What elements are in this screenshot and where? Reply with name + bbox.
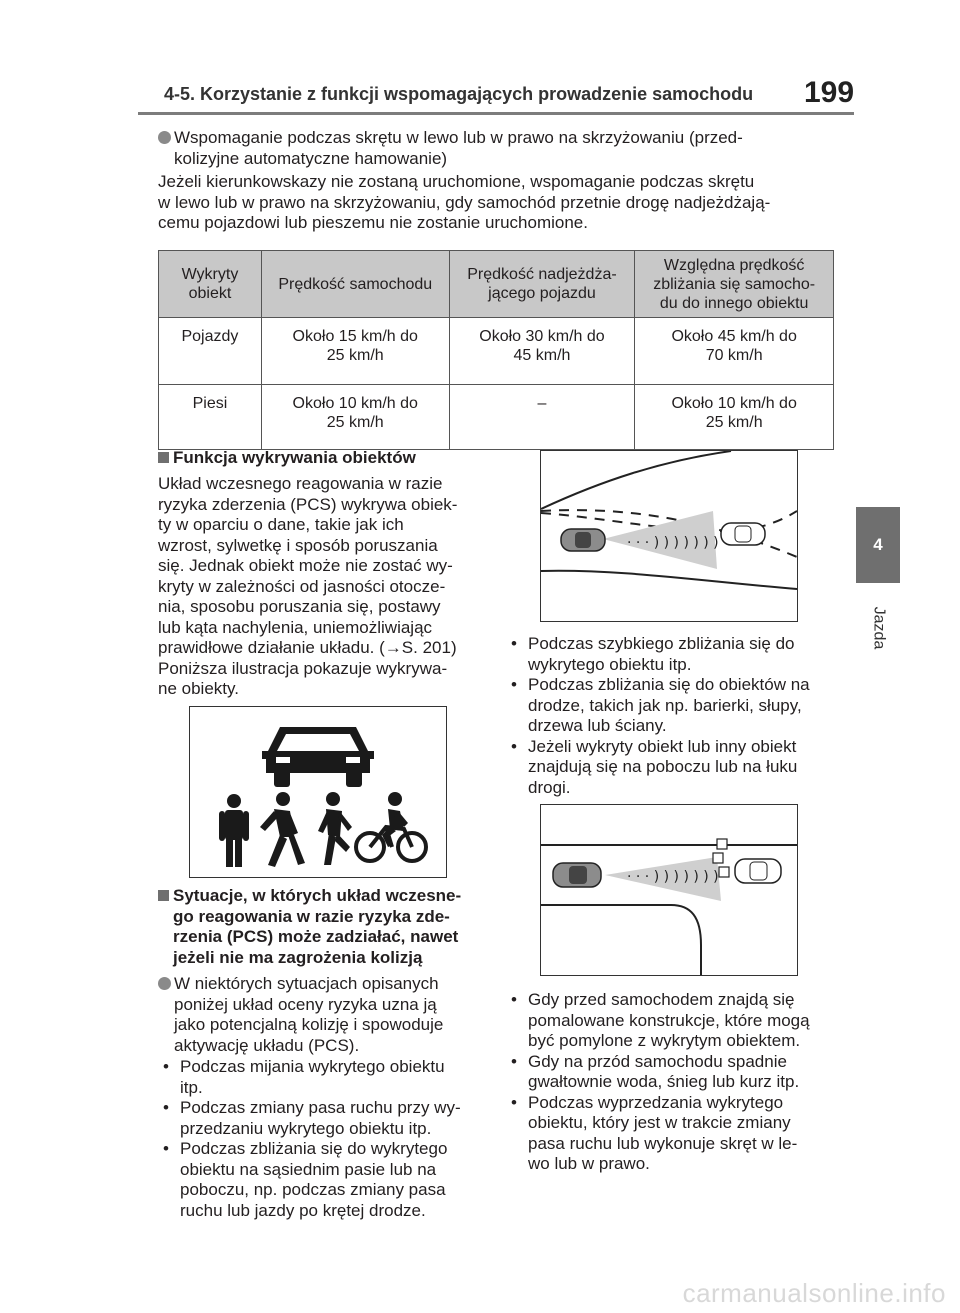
- cell-line: –: [537, 395, 547, 412]
- speed-table: [158, 250, 834, 450]
- list-item: [506, 1093, 846, 1175]
- text-line: kryty w zależności od jasności otocze-: [158, 576, 446, 596]
- text-line: wzrost, sylwetkę i sposób poruszania: [158, 535, 438, 555]
- table-cell: [159, 318, 262, 385]
- table-header-cell: [635, 251, 834, 318]
- turn-detection-icon: [541, 805, 797, 975]
- cell-line: Około 30 km/h do: [479, 328, 605, 345]
- list-item: [506, 675, 846, 737]
- car-pedestrian-cyclist-icon: [190, 707, 446, 877]
- table-header-cell: [261, 251, 449, 318]
- list-item-line: pomalowane konstrukcje, które mogą: [528, 1010, 810, 1030]
- detected-objects-illustration: [189, 706, 447, 878]
- cell-line: 70 km/h: [705, 347, 763, 364]
- list-item-line: drogi.: [528, 777, 571, 797]
- text-line: lub kąta nachylenia, uniemożliwiając: [158, 617, 433, 637]
- list-item-line: znajdują się na poboczu lub na łuku: [528, 757, 798, 776]
- text-line: się. Jednak obiekt może nie zostać wy-: [158, 556, 453, 575]
- cell-line: 25 km/h: [326, 347, 384, 364]
- section-title: 4-5. Korzystanie z funkcji wspomagających prowadzenie samochodu: [164, 84, 754, 104]
- svg-text:· · · ) ) ) ) ) ) ): · · · ) ) ) ) ) ) ): [627, 869, 719, 885]
- table-cell: [261, 385, 449, 450]
- cell-line: Około 10 km/h do: [292, 395, 418, 412]
- list-item-line: drzewa lub ściany.: [528, 716, 667, 735]
- curved-road-illustration: [540, 450, 798, 622]
- cell-line: 45 km/h: [513, 347, 571, 364]
- list-item-line: obiektu, który jest w trakcie zmiany: [528, 1113, 791, 1132]
- situations-intro: W niektórych sytuacjach opisanych poniżej układ oceny ryzyka uzna ją jako potencjalną kolizję i spowoduje aktywację układu (PCS).: [158, 974, 488, 1056]
- cell-line: Około 15 km/h do: [292, 328, 418, 345]
- table-cell: [635, 318, 834, 385]
- right-bullets-2: [506, 990, 846, 1175]
- cell-line: du do innego obiektu: [659, 294, 809, 312]
- text-line: ryzyka zderzenia (PCS) wykrywa obiek-: [158, 494, 458, 514]
- chapter-number: 4: [873, 535, 883, 554]
- intro-heading: Wspomaganie podczas skrętu w lewo lub w prawo na skrzyżowaniu (przed- kolizyjne automatyczne hamowanie): [158, 128, 848, 169]
- list-item-line: ruchu lub jazdy po krętej drodze.: [180, 1200, 426, 1220]
- cell-line: Pojazdy: [181, 328, 239, 345]
- cell-line: Wykryty: [181, 266, 239, 283]
- list-item-line: poboczu, np. podczas zmiany pasa: [180, 1180, 446, 1199]
- cell-line: Około 10 km/h do: [671, 395, 797, 412]
- cell-line: Prędkość nadjeżdża-: [467, 266, 617, 283]
- situations-heading: Sytuacje, w których układ wczesne- go reagowania w razie ryzyka zde- rzenia (PCS) może zadziałać, nawet jeżeli nie ma zagrożenia kolizją: [158, 886, 488, 968]
- text-line: ne obiekty.: [158, 679, 239, 698]
- detection-heading: Funkcja wykrywania obiektów: [158, 448, 488, 469]
- header-rule: [138, 112, 854, 115]
- list-item-line: • Podczas szybkiego zbliżania się do: [528, 634, 795, 653]
- list-item-line: • Podczas zbliżania się do obiektów na: [528, 675, 810, 694]
- text-line: prawidłowe działanie układu. (→S. 201): [158, 638, 457, 657]
- page-number: 199: [804, 76, 855, 109]
- painted-structure-illustration: [540, 804, 798, 976]
- list-item-line: drodze, takich jak np. barierki, słupy,: [528, 695, 802, 715]
- table-row: [159, 385, 834, 450]
- text-line: Układ wczesnego reagowania w razie: [158, 474, 443, 493]
- cell-line: jącego pojazdu: [488, 285, 596, 302]
- chapter-tab[interactable]: [856, 507, 900, 583]
- list-item-line: wykrytego obiektu itp.: [528, 654, 692, 674]
- cell-line: Piesi: [192, 395, 228, 412]
- table-cell: [635, 385, 834, 450]
- table-cell: [261, 318, 449, 385]
- list-item-line: itp.: [180, 1077, 203, 1097]
- cell-line: 25 km/h: [705, 414, 763, 431]
- list-item: [506, 737, 846, 799]
- list-item: [158, 1139, 488, 1221]
- road-detection-icon: [541, 451, 797, 621]
- intro-paragraph: Jeżeli kierunkowskazy nie zostaną uruchomione, wspomaganie podczas skrętu w lewo lub w prawo na skrzyżowaniu, gdy samochód przetnie drogę nadjeżdżają- cemu pojazdowi lub pieszemu nie zostanie uruchomione.: [158, 172, 771, 232]
- list-item-line: wo lub w prawo.: [528, 1154, 650, 1173]
- svg-text:· · · ) ) ) ) ) ) ): · · · ) ) ) ) ) ) ): [627, 535, 719, 551]
- bullet-circle-icon: [158, 977, 171, 990]
- cell-line: zbliżania się samocho-: [653, 275, 816, 293]
- list-item-line: • Gdy na przód samochodu spadnie: [528, 1051, 787, 1071]
- list-item: [506, 990, 846, 1052]
- right-bullets-1: [506, 634, 846, 798]
- list-item: [506, 1052, 846, 1093]
- square-bullet-icon: [158, 452, 169, 463]
- list-item-line: • Podczas wyprzedzania wykrytego: [528, 1092, 784, 1112]
- square-bullet-icon: [158, 890, 169, 901]
- list-item-line: • Podczas zmiany pasa ruchu przy wy-: [180, 1098, 461, 1117]
- cell-line: 25 km/h: [326, 414, 384, 431]
- table-cell: [449, 318, 635, 385]
- bullet-circle-icon: [158, 131, 171, 144]
- list-item: [158, 1098, 488, 1139]
- cell-line: obiekt: [188, 285, 232, 302]
- text-line: Poniższa ilustracja pokazuje wykrywa-: [158, 658, 448, 678]
- list-item-line: • Podczas zbliżania się do wykrytego: [180, 1139, 448, 1158]
- list-item-line: • Gdy przed samochodem znajdą się: [528, 990, 795, 1009]
- list-item-line: być pomylone z wykrytym obiektem.: [528, 1031, 801, 1050]
- cell-line: Względna prędkość: [663, 256, 805, 274]
- list-item-line: • Podczas mijania wykrytego obiektu: [180, 1057, 445, 1076]
- list-item-line: • Jeżeli wykryty obiekt lub inny obiekt: [528, 736, 797, 756]
- cell-line: Prędkość samochodu: [278, 275, 433, 293]
- text-line: ty w oparciu o dane, takie jak ich: [158, 515, 404, 534]
- table-header-row: [159, 251, 834, 318]
- table-cell: [159, 385, 262, 450]
- table-cell: [449, 385, 635, 450]
- situations-bullets: [158, 1057, 488, 1221]
- chapter-label: Jazda: [870, 606, 888, 650]
- text-line: nia, sposobu poruszania się, postawy: [158, 597, 441, 616]
- watermark: carmanualsonline.info: [682, 1278, 946, 1308]
- list-item-line: pasa ruchu lub wykonuje skręt w le-: [528, 1133, 798, 1153]
- list-item: [158, 1057, 488, 1098]
- cell-line: Około 45 km/h do: [671, 328, 797, 345]
- list-item-line: gwałtownie woda, śnieg lub kurz itp.: [528, 1072, 800, 1091]
- list-item: [506, 634, 846, 675]
- detection-paragraph: [158, 474, 488, 700]
- list-item-line: przedzaniu wykrytego obiektu itp.: [180, 1118, 432, 1138]
- list-item-line: obiektu na sąsiednim pasie lub na: [180, 1159, 437, 1179]
- table-header-cell: [449, 251, 635, 318]
- table-header-cell: [159, 251, 262, 318]
- table-row: [159, 318, 834, 385]
